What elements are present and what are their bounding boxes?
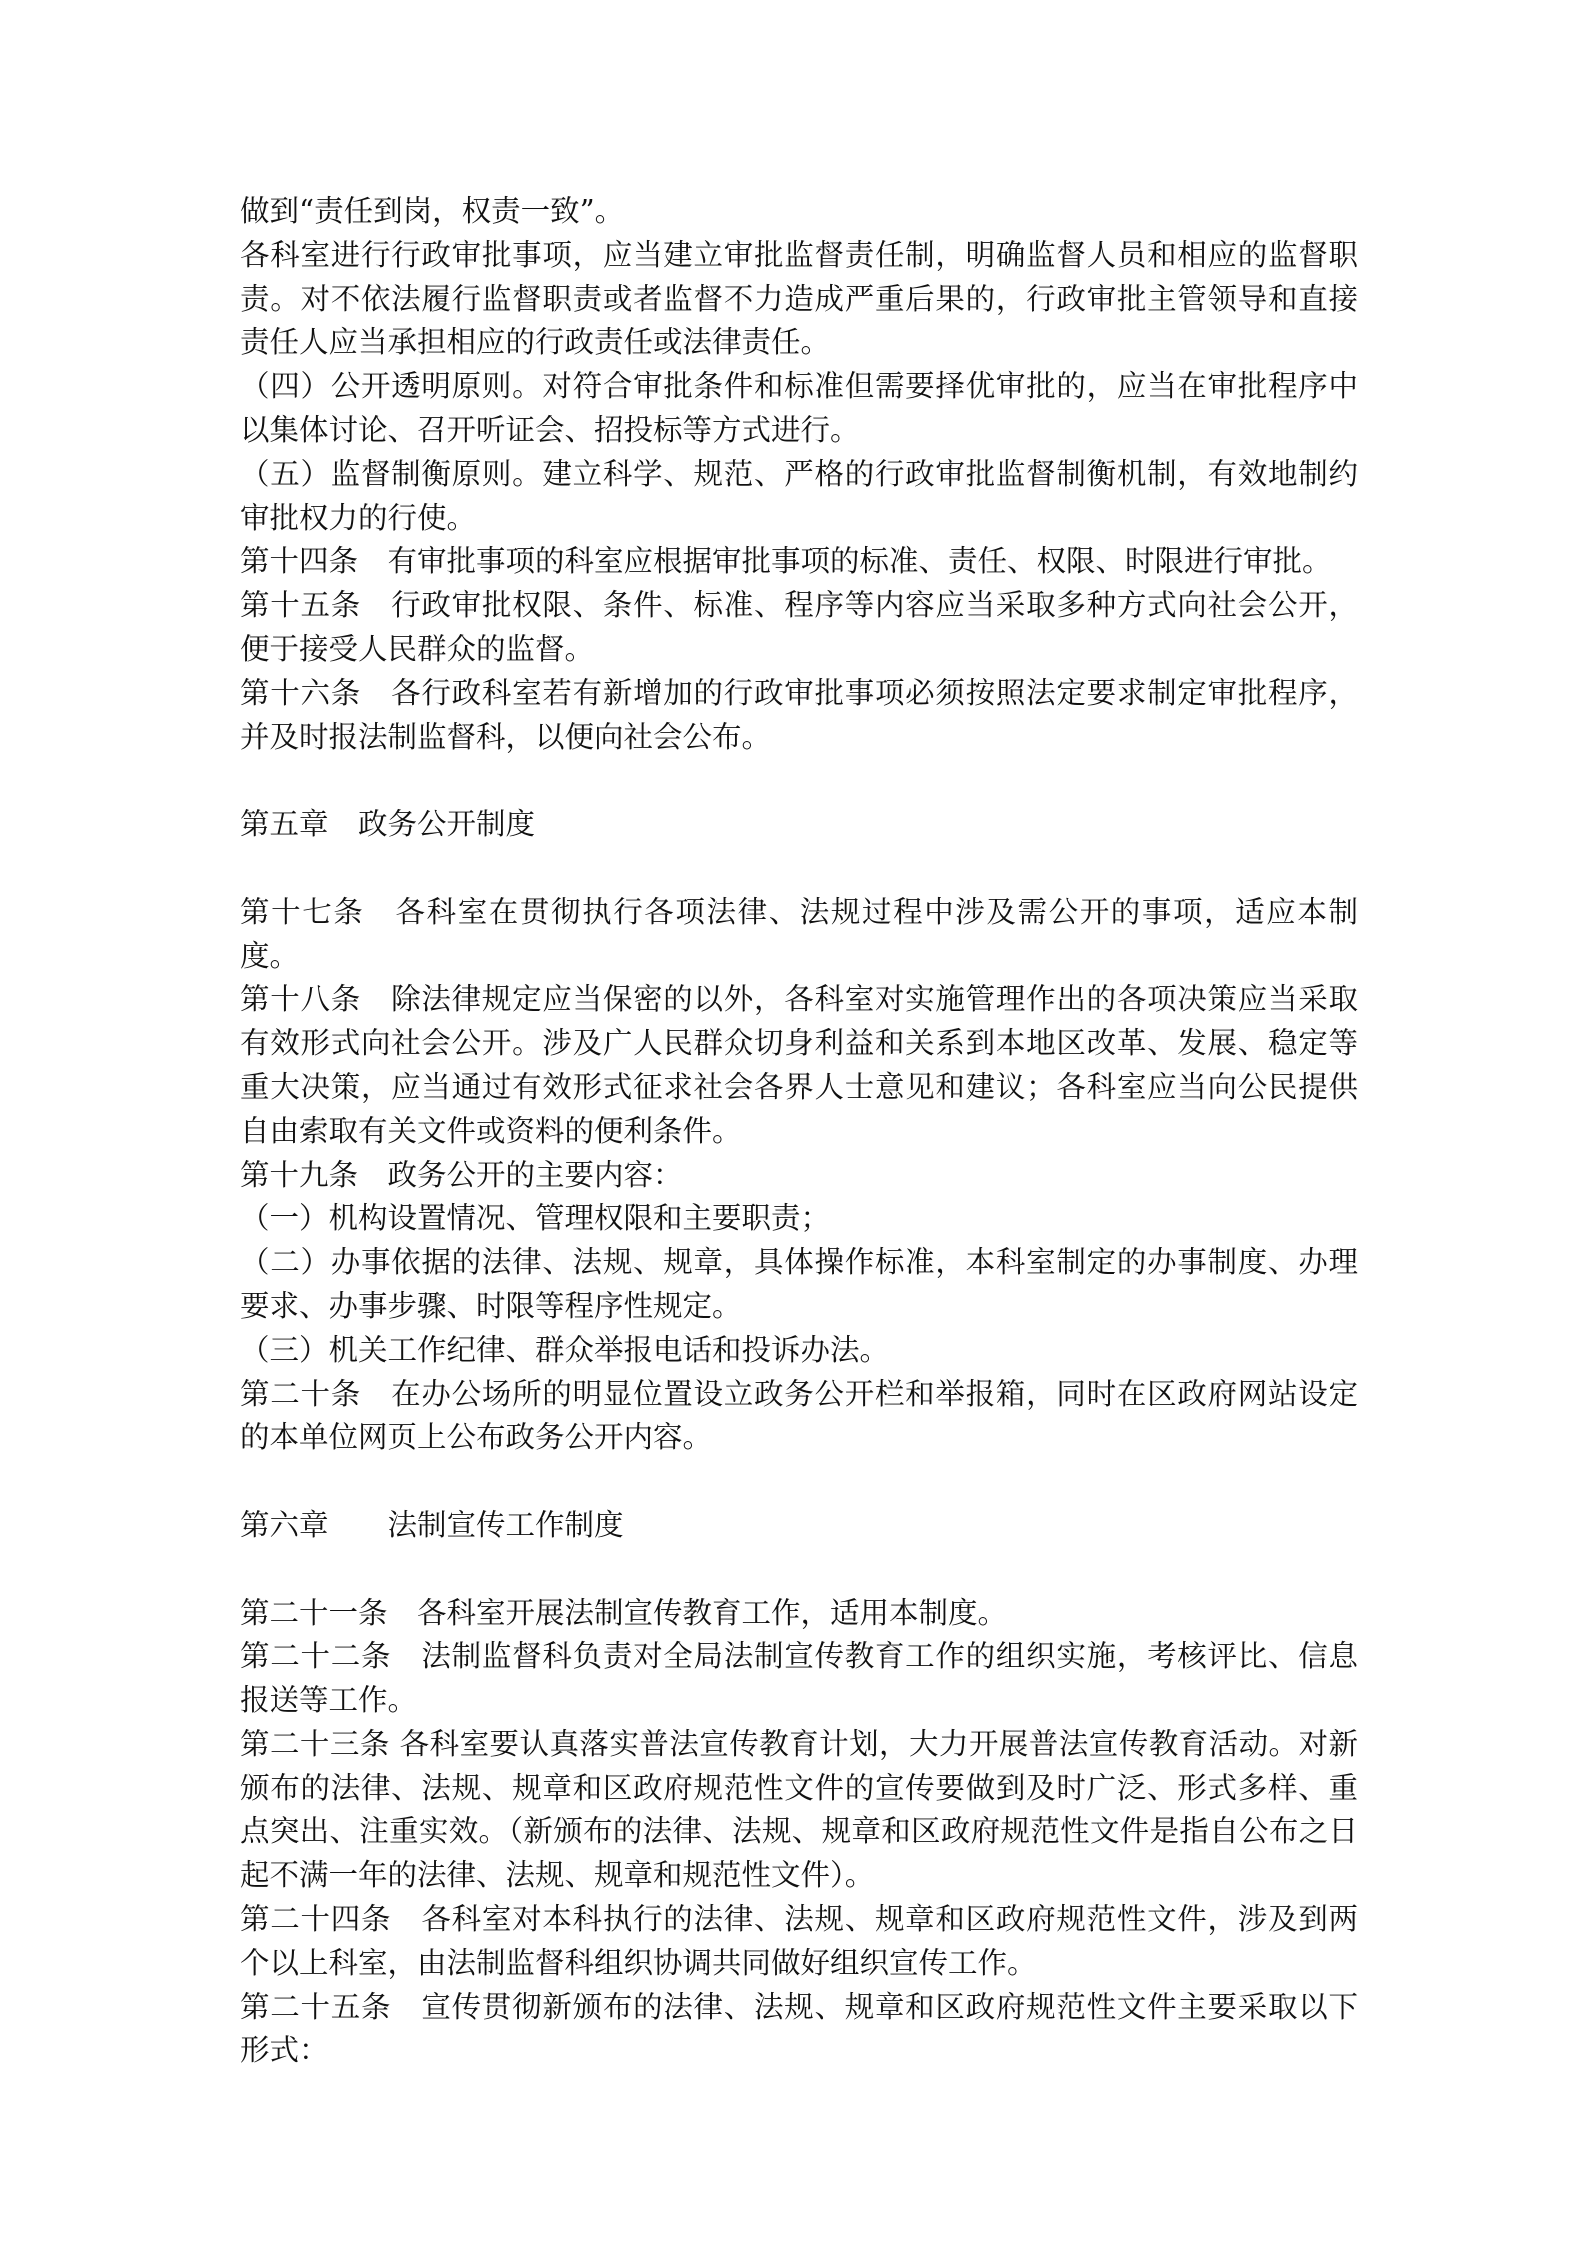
article-paragraph: 第二十四条 各科室对本科执行的法律、法规、规章和区政府规范性文件，涉及到两个以上科室，由法制监督科组织协调共同做好组织宣传工作。 [240, 1902, 1358, 1980]
paragraph: 各科室进行行政审批事项，应当建立审批监督责任制，明确监督人员和相应的监督职责。对不依法履行监督职责或者监督不力造成严重后果的，行政审批主管领导和直接责任人应当承担相应的行政责任或法律责任。 [240, 237, 1358, 360]
article-paragraph: 第十八条 除法律规定应当保密的以外，各科室对实施管理作出的各项决策应当采取有效形式向社会公开。涉及广人民群众切身利益和关系到本地区改革、发展、稳定等重大决策，应当通过有效形式征求社会各界人士意见和建议；各科室应当向公民提供自由索取有关文件或资料的便利条件。 [240, 982, 1358, 1148]
paragraph: （五）监督制衡原则。建立科学、规范、严格的行政审批监督制衡机制，有效地制约审批权力的行使。 [240, 456, 1358, 535]
article-paragraph: 第十六条 各行政科室若有新增加的行政审批事项必须按照法定要求制定审批程序，并及时报法制监督科，以便向社会公布。 [240, 675, 1358, 754]
list-item: （一）机构设置情况、管理权限和主要职责； [240, 1201, 831, 1236]
paragraph: （四）公开透明原则。对符合审批条件和标准但需要择优审批的，应当在审批程序中以集体讨论、召开听证会、招投标等方式进行。 [240, 369, 1358, 447]
chapter-heading: 第五章 政务公开制度 [240, 807, 536, 842]
article-paragraph: 第二十一条 各科室开展法制宣传教育工作，适用本制度。 [240, 1595, 1008, 1630]
list-item: （三）机关工作纪律、群众举报电话和投诉办法。 [240, 1332, 890, 1367]
article-paragraph: 第二十二条 法制监督科负责对全局法制宣传教育工作的组织实施，考核评比、信息报送等工作。 [240, 1639, 1358, 1718]
article-paragraph: 第二十五条 宣传贯彻新颁布的法律、法规、规章和区政府规范性文件主要采取以下形式： [240, 1989, 1358, 2068]
chapter-heading: 第六章 法制宣传工作制度 [240, 1507, 624, 1542]
list-item: （二）办事依据的法律、法规、规章，具体操作标准，本科室制定的办事制度、办理要求、办事步骤、时限等程序性规定。 [240, 1245, 1358, 1323]
article-paragraph: 第十九条 政务公开的主要内容： [240, 1157, 683, 1192]
article-paragraph: 第十七条 各科室在贯彻执行各项法律、法规过程中涉及需公开的事项，适应本制度。 [240, 894, 1358, 973]
article-paragraph: 第十四条 有审批事项的科室应根据审批事项的标准、责任、权限、时限进行审批。 [240, 544, 1332, 579]
paragraph: 做到“责任到岗，权责一致”。 [240, 194, 625, 228]
article-paragraph: 第十五条 行政审批权限、条件、标准、程序等内容应当采取多种方式向社会公开，便于接受人民群众的监督。 [240, 588, 1358, 666]
article-paragraph: 第二十三条 各科室要认真落实普法宣传教育计划，大力开展普法宣传教育活动。对新颁布的法律、法规、规章和区政府规范性文件的宣传要做到及时广泛、形式多样、重点突出、注重实效。（新颁布的法律、法规、规章和区政府规范性文件是指自公布之日起不满一年的法律、法规、规章和规范性文件）。 [240, 1726, 1358, 1893]
article-paragraph: 第二十条 在办公场所的明显位置设立政务公开栏和举报箱，同时在区政府网站设定的本单位网页上公布政务公开内容。 [240, 1376, 1358, 1455]
document-body [240, 190, 1358, 2073]
